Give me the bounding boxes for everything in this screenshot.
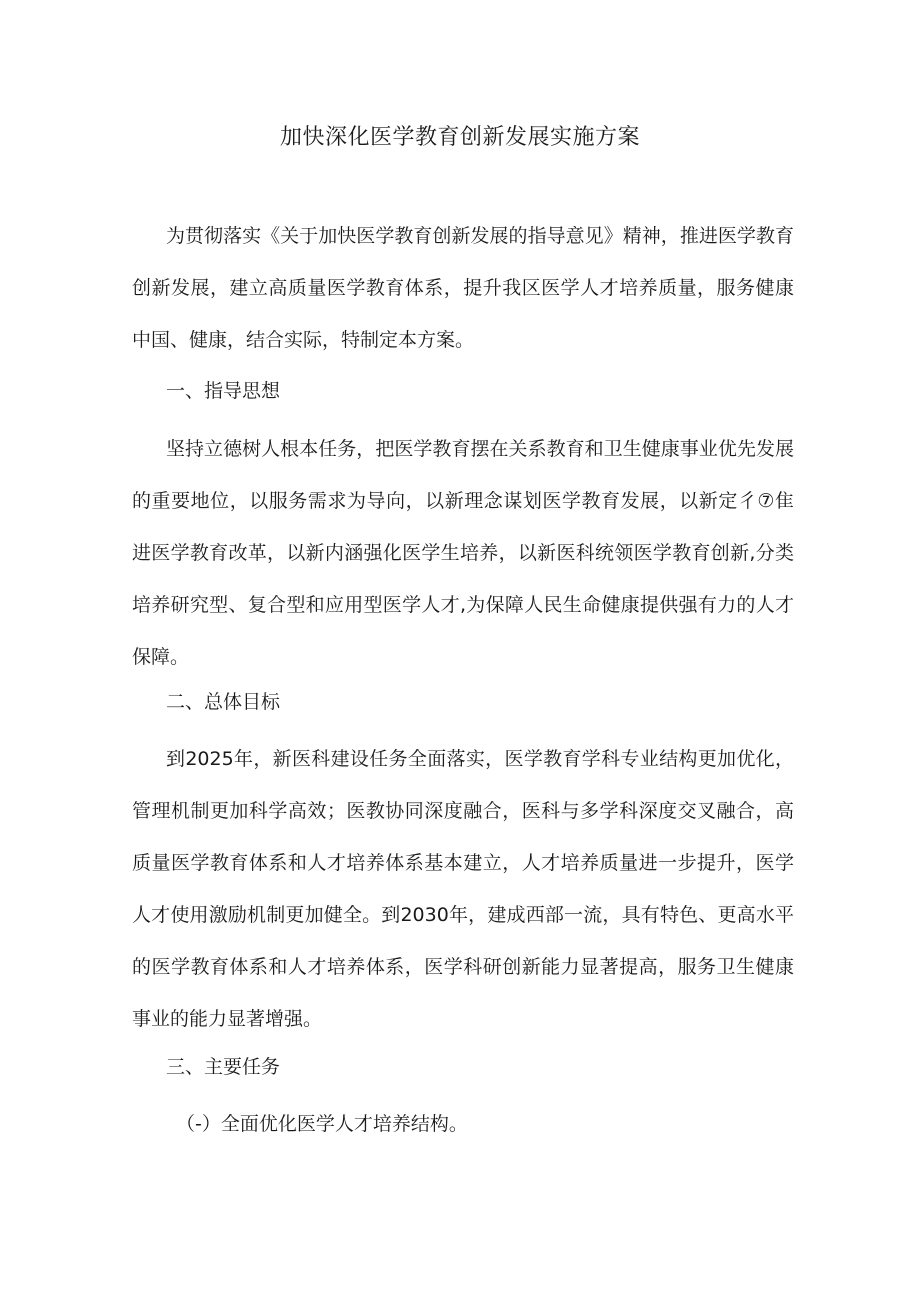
document-title: 加快深化医学教育创新发展实施方案 (279, 125, 640, 150)
subsection-heading-optimize-structure: （-）全面优化医学人才培养结构。 (176, 1113, 468, 1135)
section-heading-main-tasks: 三、主要任务 (166, 1056, 281, 1078)
intro-paragraph: 为贯彻落实《关于加快医学教育创新发展的指导意见》精神，推进医学教育创新发展，建立高质量医学教育体系，提升我区医学人才培养质量，服务健康中国、健康，结合实际，特制定本方案。 (132, 225, 794, 351)
section-heading-overall-goals: 二、总体目标 (166, 691, 281, 713)
section-heading-guiding-ideology: 一、指导思想 (166, 380, 281, 402)
overall-goals-paragraph: 到2025年，新医科建设任务全面落实，医学教育学科专业结构更加优化，管理机制更加科学高效；医教协同深度融合，医科与多学科深度交叉融合，高质量医学教育体系和人才培养体系基本建立，人才培养质量进一步提升，医学人才使用激励机制更加健全。到2030年，建成西部一流，具有特色、更高水平的医学教育体系和人才培养体系，医学科研创新能力显著提高，服务卫生健康事业的能力显著增强。 (132, 748, 794, 1030)
guiding-ideology-paragraph: 坚持立德树人根本任务，把医学教育摆在关系教育和卫生健康事业优先发展的重要地位，以服务需求为导向，以新理念谋划医学教育发展，以新定彳⑦隹进医学教育改革，以新内涵强化医学生培养，以新医科统领医学教育创新,分类培养研究型、复合型和应用型医学人才,为保障人民生命健康提供强有力的人才保障。 (132, 438, 794, 668)
